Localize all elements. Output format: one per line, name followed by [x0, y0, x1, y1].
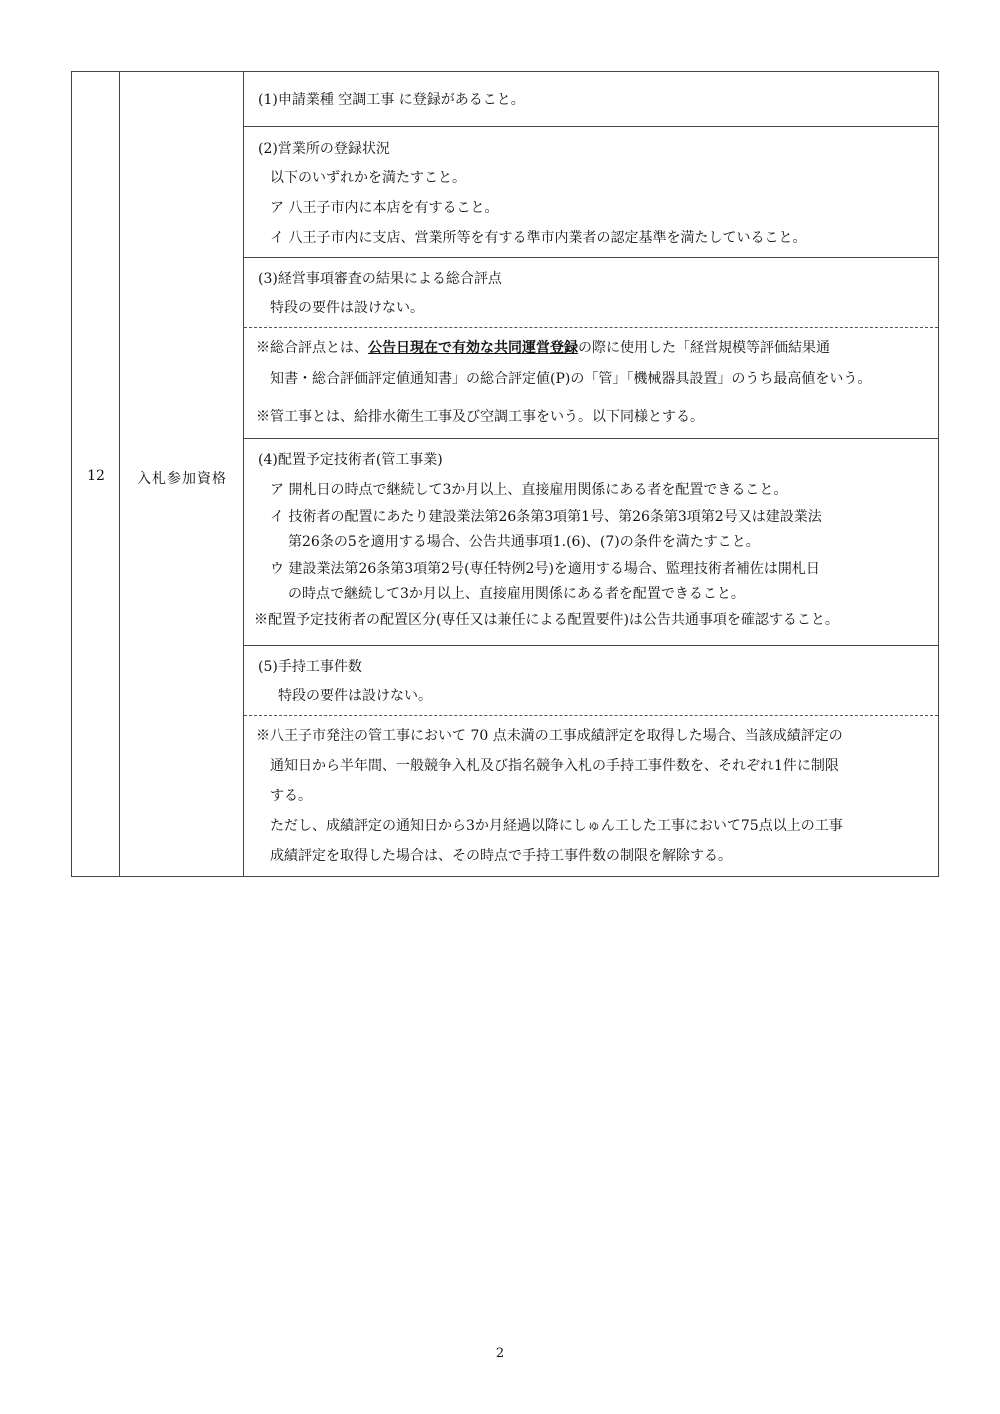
- note-prefix: ※総合評点とは、: [256, 340, 368, 356]
- section-4-heading: (4)配置予定技術者(管工事業): [258, 452, 443, 468]
- section-4-line-3: イ 技術者の配置にあたり建設業法第26条第3項第1号、第26条第3項第2号又は建設業法: [270, 509, 822, 525]
- qualification-table: [71, 71, 939, 877]
- note-suffix: の際に使用した「経営規模等評価結果通: [578, 340, 830, 356]
- section-3-line-2: 特段の要件は設けない。: [270, 300, 424, 316]
- section-5-note-line-3: する。: [270, 788, 312, 804]
- section-2-office-registration: [244, 126, 938, 257]
- section-3-note-line-3: ※管工事とは、給排水衛生工事及び空調工事をいう。以下同様とする。: [256, 409, 704, 425]
- section-4-line-6: の時点で継続して3か月以上、直接雇用関係にある者を配置できること。: [288, 586, 745, 602]
- section-2-heading: (2)営業所の登録状況: [258, 141, 390, 157]
- content-cell: [244, 72, 938, 876]
- section-5-note-line-5: 成績評定を取得した場合は、その時点で手持工事件数の制限を解除する。: [270, 848, 732, 864]
- section-4-line-5: ウ 建設業法第26条第3項第2号(専任特例2号)を適用する場合、監理技術者補佐は開札日: [270, 561, 820, 577]
- section-5-line-2: 特段の要件は設けない。: [278, 688, 432, 704]
- section-4-line-2: ア 開札日の時点で継続して3か月以上、直接雇用関係にある者を配置できること。: [270, 482, 788, 498]
- section-5-note-line-4: ただし、成績評定の通知日から3か月経過以降にしゅん工した工事において75点以上の工事: [270, 818, 843, 834]
- row-label-cell: [120, 72, 244, 876]
- section-2-line-2: 以下のいずれかを満たすこと。: [270, 170, 466, 186]
- section-1-line-1: (1)申請業種 空調工事 に登録があること。: [258, 92, 525, 108]
- section-1-business-type: [244, 72, 938, 126]
- section-4-line-7: ※配置予定技術者の配置区分(専任又は兼任による配置要件)は公告共通事項を確認すること。: [254, 612, 839, 628]
- section-3-note-line-1: [256, 338, 830, 358]
- section-4-line-4: 第26条の5を適用する場合、公告共通事項1.(6)、(7)の条件を満たすこと。: [288, 534, 760, 550]
- section-5-note-line-2: 通知日から半年間、一般競争入札及び指名競争入札の手持工事件数を、それぞれ1件に制限: [270, 758, 839, 774]
- row-label: 入札参加資格: [137, 471, 227, 487]
- section-5-note-line-1: ※八王子市発注の管工事において 70 点未満の工事成績評定を取得した場合、当該成績評定の: [256, 728, 843, 744]
- section-3-note: [244, 327, 938, 438]
- section-5-note: [244, 715, 938, 877]
- section-3-note-line-2: 知書・総合評価評定値通知書」の総合評定値(P)の「管」「機械器具設置」のうち最高値をいう。: [270, 371, 872, 387]
- row-number: 12: [87, 468, 105, 484]
- section-5-ongoing-works: [244, 645, 938, 715]
- row-number-cell: [72, 72, 120, 876]
- section-5-heading: (5)手持工事件数: [258, 659, 362, 675]
- section-3-total-score: [244, 257, 938, 327]
- section-3-heading: (3)経営事項審査の結果による総合評点: [258, 271, 502, 287]
- page-number: 2: [495, 1346, 505, 1361]
- section-2-line-3: ア 八王子市内に本店を有すること。: [270, 200, 499, 216]
- section-4-technician: [244, 438, 938, 645]
- note-emphasis: 公告日現在で有効な共同運営登録: [368, 340, 578, 356]
- section-2-line-4: イ 八王子市内に支店、営業所等を有する準市内業者の認定基準を満たしていること。: [270, 230, 807, 246]
